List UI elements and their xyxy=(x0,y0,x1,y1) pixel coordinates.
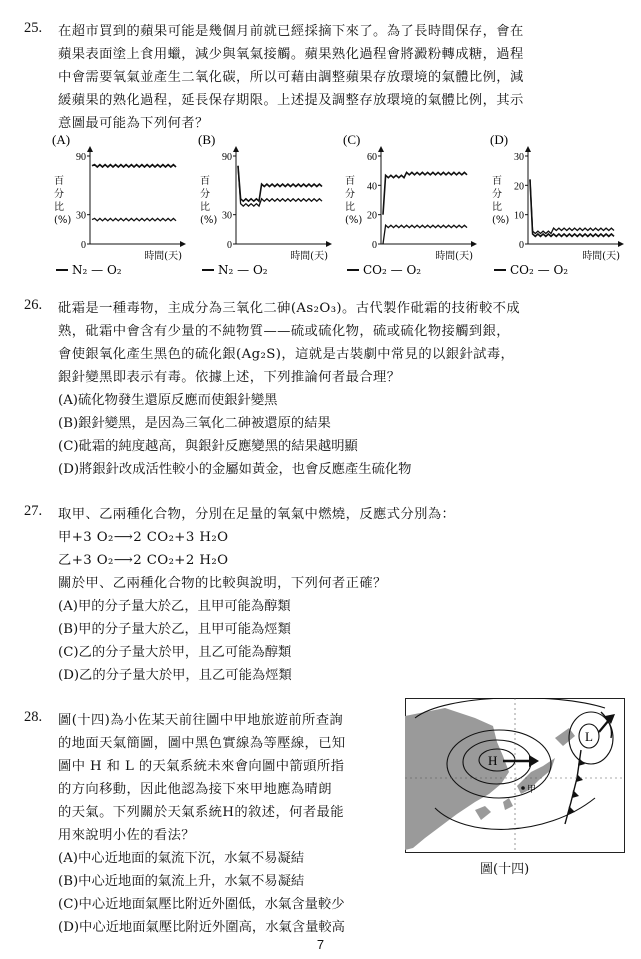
y-tick-label: 40 xyxy=(367,181,377,193)
y-axis-label-char: 比 xyxy=(200,202,210,213)
y-axis-arrow xyxy=(87,146,93,152)
x-axis-arrow xyxy=(618,241,624,247)
y-axis-label-char: (%) xyxy=(54,215,72,226)
weather-map xyxy=(405,698,625,853)
y-axis-label-char: 百 xyxy=(345,176,355,187)
y-tick-label: 30 xyxy=(222,210,232,222)
question-text-line: 圖中 H 和 L 的天氣系統未來會向圖中箭頭所指 xyxy=(58,759,345,774)
y-tick-label: 30 xyxy=(76,210,86,222)
option-d[interactable]: (D)中心近地面氣壓比附近外圍高，水氣含量較高 xyxy=(58,920,345,935)
question-text-line: 緩蘋果的熟化過程，延長保存期限。上述提及調整存放環境的氣體比例，其示 xyxy=(58,93,524,108)
chart-option-label: (A) xyxy=(52,132,71,147)
x-axis-arrow xyxy=(180,241,186,247)
chart-svg xyxy=(343,132,483,282)
series-line xyxy=(238,166,322,201)
series-line xyxy=(530,179,614,233)
chart-b xyxy=(198,132,338,286)
option-b[interactable]: (B)甲的分子量大於乙，且甲可能為烴類 xyxy=(58,622,291,637)
x-axis-label: 時間(天) xyxy=(144,251,182,262)
y-axis-label-char: 比 xyxy=(492,202,502,213)
y-axis-label-char: (%) xyxy=(200,215,218,226)
y-tick-label: 30 xyxy=(514,152,524,163)
y-axis-label-char: 分 xyxy=(492,189,502,200)
y-axis-label-char: 分 xyxy=(345,189,355,200)
series-line xyxy=(92,218,176,220)
y-tick-label: 60 xyxy=(367,152,377,163)
x-axis-arrow xyxy=(471,241,477,247)
chart-a xyxy=(52,132,192,286)
series-line xyxy=(92,165,176,167)
chart-svg xyxy=(490,132,630,282)
option-a[interactable]: (A)甲的分子量大於乙，且甲可能為醇類 xyxy=(58,599,291,614)
location-label: 甲 xyxy=(527,785,537,795)
chart-option-label: (D) xyxy=(490,132,509,147)
figure-caption: 圖(十四) xyxy=(480,862,530,877)
option-a[interactable]: (A)硫化物發生還原反應而使銀針變黑 xyxy=(58,393,278,408)
question-number: 26. xyxy=(24,297,43,313)
question-text-line: 砒霜是一種毒物，主成分為三氧化二砷(As₂O₃)。古代製作砒霜的技術較不成 xyxy=(58,301,521,316)
chart-option-label: (B) xyxy=(198,132,216,147)
option-c[interactable]: (C)砒霜的純度越高，與銀針反應變黑的結果越明顯 xyxy=(58,439,358,454)
y-tick-label: 20 xyxy=(367,210,377,222)
x-axis-label: 時間(天) xyxy=(435,251,473,262)
question-text-line: 銀針變黑即表示有毒。依據上述，下列推論何者最合理？ xyxy=(58,370,401,385)
y-tick-label: 0 xyxy=(519,240,524,251)
y-tick-label: 90 xyxy=(222,152,232,163)
page-number: 7 xyxy=(316,937,325,952)
y-axis-arrow xyxy=(378,146,384,152)
question-text-line: 意圖最可能為下列何者？ xyxy=(58,116,209,131)
option-d[interactable]: (D)乙的分子量大於甲，且乙可能為烴類 xyxy=(58,668,292,683)
chart-legend: CO₂ — O₂ xyxy=(510,263,569,277)
question-text-line: 圖(十四)為小佐某天前往圖中甲地旅遊前所查詢 xyxy=(58,713,344,728)
y-axis-label-char: 百 xyxy=(200,176,210,187)
location-dot xyxy=(521,786,525,790)
y-tick-label: 0 xyxy=(81,240,86,251)
question-text-line: 的地面天氣簡圖，圖中黑色實線為等壓線，已知 xyxy=(58,736,346,751)
chart-legend: N₂ — O₂ xyxy=(72,263,122,277)
y-tick-label: 0 xyxy=(227,240,232,251)
question-text-line: 會使銀氧化產生黑色的硫化銀(Ag₂S)，這就是古裝劇中常見的以銀針試毒， xyxy=(58,347,515,362)
reaction-equation-1: 甲+3 O₂⟶2 CO₂+3 H₂O xyxy=(58,530,229,545)
y-axis-label-char: 分 xyxy=(54,189,64,200)
question-text-line: 在超市買到的蘋果可能是幾個月前就已經採摘下來了。為了長時間保存，會在 xyxy=(58,24,524,39)
y-tick-label: 20 xyxy=(514,181,524,193)
option-c[interactable]: (C)中心近地面氣壓比附近外圍低，水氣含量較少 xyxy=(58,897,345,912)
question-text-line: 的方向移動，因此他認為接下來甲地應為晴朗 xyxy=(58,782,332,797)
chart-d xyxy=(490,132,630,286)
question-number: 25. xyxy=(24,20,43,36)
x-axis-arrow xyxy=(326,241,332,247)
question-text-line: 的天氣。下列關於天氣系統H的敘述，何者最能 xyxy=(58,805,344,820)
question-text-line: 取甲、乙兩種化合物，分別在足量的氧氣中燃燒，反應式分別為： xyxy=(58,507,456,522)
x-axis-label: 時間(天) xyxy=(290,251,328,262)
option-a[interactable]: (A)中心近地面的氣流下沉，水氣不易凝結 xyxy=(58,851,305,866)
question-text-line: 蘋果表面塗上食用蠟，減少與氧氣接觸。蘋果熟化過程會將澱粉轉成糖，過程 xyxy=(58,47,524,62)
option-b[interactable]: (B)中心近地面的氣流上升，水氣不易凝結 xyxy=(58,874,305,889)
y-axis-arrow xyxy=(233,146,239,152)
chart-svg xyxy=(198,132,338,282)
x-axis-label: 時間(天) xyxy=(582,251,620,262)
y-axis-label-char: 百 xyxy=(492,176,502,187)
option-b[interactable]: (B)銀針變黑，是因為三氧化二砷被還原的結果 xyxy=(58,416,331,431)
y-tick-label: 10 xyxy=(514,210,524,222)
y-tick-label: 0 xyxy=(372,240,377,251)
option-d[interactable]: (D)將銀針改成活性較小的金屬如黃金，也會反應產生硫化物 xyxy=(58,462,412,477)
question-text-line: 熟，砒霜中會含有少量的不純物質——硫或硫化物，硫或硫化物接觸到銀， xyxy=(58,324,510,339)
low-pressure-label: L xyxy=(585,729,593,744)
chart-legend: N₂ — O₂ xyxy=(218,263,268,277)
reaction-equation-2: 乙+3 O₂⟶2 CO₂+2 H₂O xyxy=(58,553,229,568)
y-axis-arrow xyxy=(525,146,531,152)
question-text-line: 關於甲、乙兩種化合物的比較與說明，下列何者正確？ xyxy=(58,576,387,591)
question-number: 28. xyxy=(24,709,43,725)
y-axis-label-char: 比 xyxy=(54,202,64,213)
chart-svg xyxy=(52,132,192,282)
option-c[interactable]: (C)乙的分子量大於甲，且乙可能為醇類 xyxy=(58,645,292,660)
series-line xyxy=(383,225,467,244)
question-text-line: 中會需要氧氣並產生二氧化碳，所以可藉由調整蘋果存放環境的氣體比例，減 xyxy=(58,70,524,85)
y-axis-label-char: (%) xyxy=(345,215,363,226)
question-text-line: 用來說明小佐的看法？ xyxy=(58,828,195,843)
y-axis-label-char: 分 xyxy=(200,189,210,200)
y-axis-label-char: (%) xyxy=(492,215,510,226)
y-tick-label: 90 xyxy=(76,152,86,163)
y-axis-label-char: 比 xyxy=(345,202,355,213)
chart-legend: CO₂ — O₂ xyxy=(363,263,422,277)
question-number: 27. xyxy=(24,503,43,519)
high-pressure-label: H xyxy=(488,753,498,768)
chart-option-label: (C) xyxy=(343,132,361,147)
chart-c xyxy=(343,132,483,286)
y-axis-label-char: 百 xyxy=(54,176,64,187)
series-line xyxy=(383,172,467,214)
